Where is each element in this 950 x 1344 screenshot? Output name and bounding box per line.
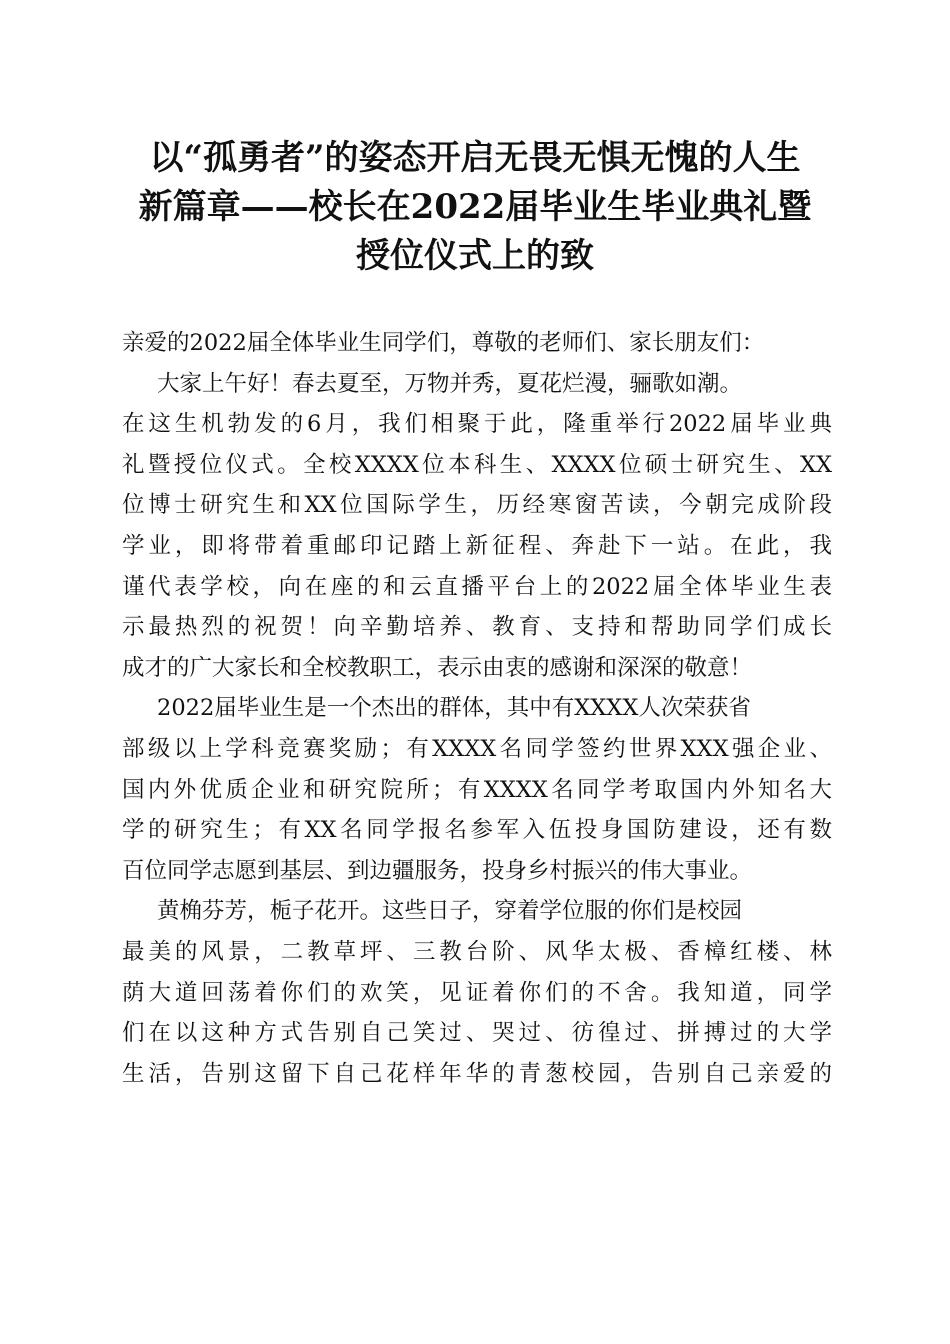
paragraph-line: 礼暨授位仪式。全校XXXX位本科生、XXXX位硕士研究生、XX bbox=[122, 451, 832, 478]
title-line-2: 新篇章——校长在2022届毕业生毕业典礼暨 bbox=[138, 187, 812, 227]
paragraph-line: 大家上午好！春去夏至，万物并秀，夏花烂漫，骊歌如潮。 bbox=[157, 370, 743, 397]
paragraph-line: 国内外优质企业和研究院所；有XXXX名同学考取国内外知名大 bbox=[122, 776, 832, 803]
paragraph-line: 学的研究生；有XX名同学报名参军入伍投身国防建设，还有数 bbox=[122, 817, 832, 844]
title-line-1: 以“孤勇者”的姿态开启无畏无惧无愧的人生 bbox=[149, 138, 801, 178]
paragraph-line: 成才的广大家长和全校教职工，表示由衷的感谢和深深的敬意！ bbox=[122, 654, 753, 681]
paragraph-line: 们在以这种方式告别自己笑过、哭过、彷徨过、拼搏过的大学 bbox=[122, 1020, 832, 1047]
paragraph-line: 位博士研究生和XX位国际学生，历经寒窗苦读，今朝完成阶段 bbox=[122, 492, 832, 519]
paragraph-line: 学业，即将带着重邮印记踏上新征程、奔赴下一站。在此，我 bbox=[122, 532, 832, 559]
paragraph-line: 生活，告别这留下自己花样年华的青葱校园，告别自己亲爱的 bbox=[122, 1060, 832, 1087]
paragraph-line: 2022届毕业生是一个杰出的群体，其中有XXXX人次荣获省 bbox=[157, 695, 751, 722]
paragraph-line: 荫大道回荡着你们的欢笑，见证着你们的不舍。我知道，同学 bbox=[122, 979, 832, 1006]
paragraph-line: 最美的风景，二教草坪、三教台阶、风华太极、香樟红楼、林 bbox=[122, 938, 832, 965]
title-line-3: 授位仪式上的致 bbox=[356, 236, 594, 276]
paragraph-line: 百位同学志愿到基层、到边疆服务，投身乡村振兴的伟大事业。 bbox=[122, 857, 753, 884]
paragraph-line: 谨代表学校，向在座的和云直播平台上的2022届全体毕业生表 bbox=[122, 573, 832, 600]
paragraph-line: 示最热烈的祝贺！向辛勤培养、教育、支持和帮助同学们成长 bbox=[122, 614, 832, 641]
paragraph-line: 部级以上学科竞赛奖励；有XXXX名同学签约世界XXX强企业、 bbox=[122, 735, 832, 762]
paragraph-line: 黄桷芬芳，栀子花开。这些日子，穿着学位服的你们是校园 bbox=[157, 898, 743, 925]
document-title bbox=[110, 134, 840, 281]
salutation-line: 亲爱的2022届全体毕业生同学们，尊敬的老师们、家长朋友们： bbox=[122, 330, 765, 356]
document-body bbox=[122, 323, 832, 1094]
paragraph-line: 在这生机勃发的6月，我们相聚于此，隆重举行2022届毕业典 bbox=[122, 411, 832, 438]
